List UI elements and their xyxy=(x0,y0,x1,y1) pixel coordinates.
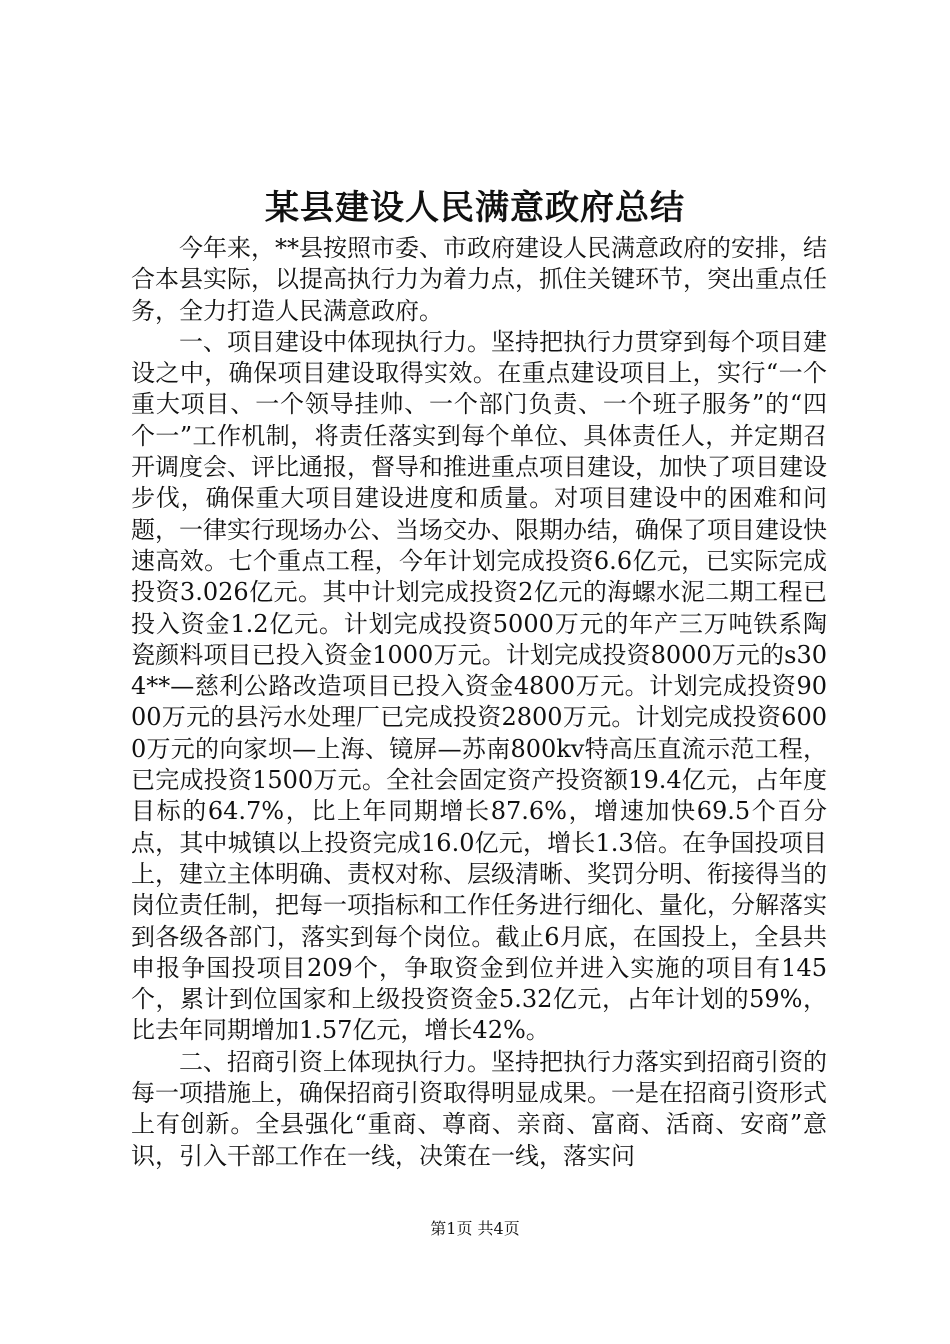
document-title: 某县建设人民满意政府总结 xyxy=(265,188,685,228)
page-footer: 第1页 共4页 xyxy=(430,1219,520,1238)
document-body xyxy=(131,233,827,1172)
paragraph-intro: 今年来，**县按照市委、市政府建设人民满意政府的安排，结合本县实际，以提高执行力为着力点，抓住关键环节，突出重点任务，全力打造人民满意政府。 xyxy=(131,234,827,325)
paragraph-investment-attraction: 二、招商引资上体现执行力。坚持把执行力落实到招商引资的每一项措施上，确保招商引资取得明显成果。一是在招商引资形式上有创新。全县强化“重商、尊商、亲商、富商、活商、安商”意识，引入干部工作在一线，决策在一线，落实问 xyxy=(131,1047,827,1170)
paragraph-project-construction: 一、项目建设中体现执行力。坚持把执行力贯穿到每个项目建设之中，确保项目建设取得实效。在重点建设项目上，实行“一个重大项目、一个领导挂帅、一个部门负责、一个班子服务”的“四个一”工作机制，将责任落实到每个单位、具体责任人，并定期召开调度会、评比通报，督导和推进重点项目建设，加快了项目建设步伐，确保重大项目建设进度和质量。对项目建设中的困难和问题，一律实行现场办公、当场交办、限期办结，确保了项目建设快速高效。七个重点工程，今年计划完成投资6.6亿元，已实际完成投资3.026亿元。其中计划完成投资2亿元的海螺水泥二期工程已投入资金1.2亿元。计划完成投资5000万元的年产三万吨铁系陶瓷颜料项目已投入资金1000万元。计划完成投资8000万元的s304**—慈利公路改造项目已投入资金4800万元。计划完成投资9000万元的县污水处理厂已完成投资2800万元。计划完成投资6000万元的向家坝—上海、镜屏—苏南800kv特高压直流示范工程，已完成投资1500万元。全社会固定资产投资额19.4亿元，占年度目标的64.7%，比上年同期增长87.6%，增速加快69.5个百分点，其中城镇以上投资完成16.0亿元，增长1.3倍。在争国投项目上，建立主体明确、责权对称、层级清晰、奖罚分明、衔接得当的岗位责任制，把每一项指标和工作任务进行细化、量化，分解落实到各级各部门，落实到每个岗位。截止6月底，在国投上，全县共申报争国投项目209个，争取资金到位并进入实施的项目有145个，累计到位国家和上级投资资金5.32亿元，占年计划的59%，比去年同期增加1.57亿元，增长42%。 xyxy=(131,327,827,1045)
